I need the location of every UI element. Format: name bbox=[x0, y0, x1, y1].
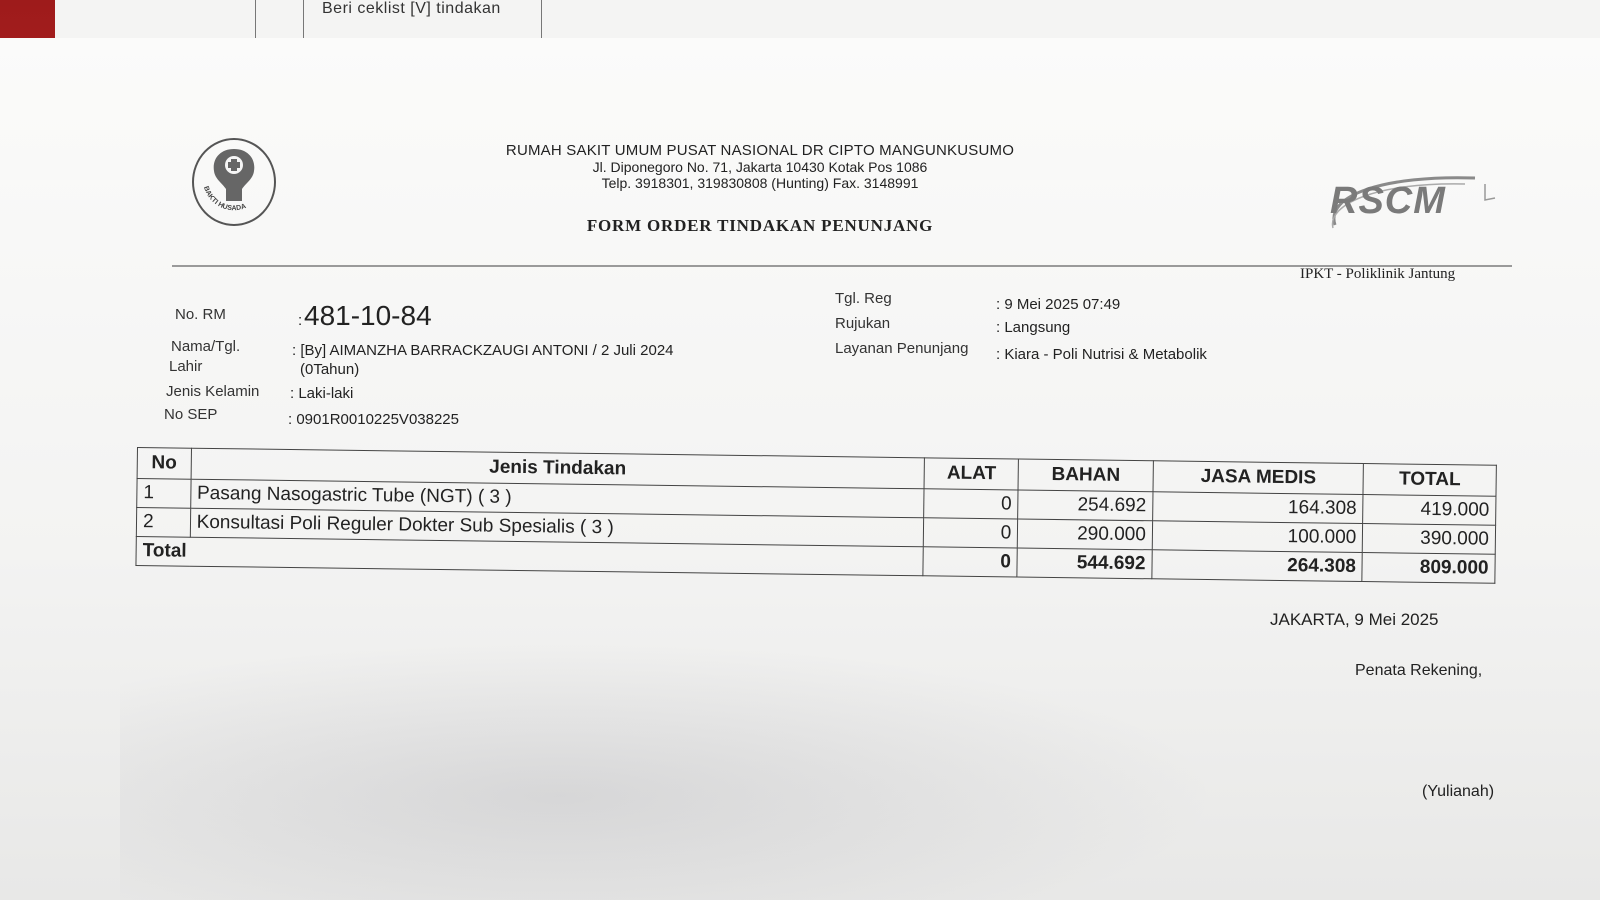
jenis-kelamin-value: : Laki-laki bbox=[290, 385, 354, 402]
layanan-value: : Kiara - Poli Nutrisi & Metabolik bbox=[996, 346, 1207, 363]
no-sep-value: : 0901R0010225V038225 bbox=[288, 411, 459, 428]
row-no: 1 bbox=[137, 479, 191, 509]
hospital-name: RUMAH SAKIT UMUM PUSAT NASIONAL DR CIPTO MANGUNKUSUMO bbox=[505, 142, 1015, 159]
rujukan-label: Rujukan bbox=[835, 315, 891, 332]
jenis-kelamin-label: Jenis Kelamin bbox=[166, 383, 260, 400]
total-alat: 0 bbox=[923, 547, 1017, 577]
row-jenis: Pasang Nasogastric Tube (NGT) ( 3 ) bbox=[190, 479, 924, 518]
form-title: FORM ORDER TINDAKAN PENUNJANG bbox=[586, 216, 934, 235]
rujukan-value: : Langsung bbox=[996, 319, 1071, 336]
signer-role: Penata Rekening, bbox=[1355, 662, 1483, 679]
hospital-phone: Telp. 3918301, 319830808 (Hunting) Fax. 3148991 bbox=[601, 175, 919, 191]
place-date: JAKARTA, 9 Mei 2025 bbox=[1270, 610, 1439, 629]
rscm-logo: RSCM bbox=[1330, 180, 1446, 222]
total-total: 809.000 bbox=[1362, 553, 1495, 584]
underlying-sheet-line bbox=[255, 0, 256, 38]
lahir-label: Lahir bbox=[169, 358, 203, 375]
nama-label: Nama/Tgl. bbox=[171, 338, 241, 355]
total-bahan: 544.692 bbox=[1017, 548, 1152, 579]
hospital-address: Jl. Diponegoro No. 71, Jakarta 10430 Kotak Pos 1086 bbox=[592, 159, 928, 175]
hospital-header bbox=[450, 142, 1070, 191]
bakti-husada-logo-icon bbox=[190, 135, 278, 229]
seal-text: BAKTI HUSADA bbox=[201, 185, 248, 213]
header-alat: ALAT bbox=[924, 458, 1018, 490]
row-bahan: 254.692 bbox=[1018, 490, 1153, 521]
nama-value: : [By] AIMANZHA BARRACKZAUGI ANTONI / 2 Juli 2024 bbox=[292, 342, 674, 359]
row-no: 2 bbox=[136, 508, 190, 538]
row-total: 390.000 bbox=[1363, 524, 1496, 555]
header-total: TOTAL bbox=[1363, 464, 1496, 497]
umur-value: (0Tahun) bbox=[300, 361, 360, 378]
row-total: 419.000 bbox=[1363, 495, 1496, 526]
header-no: No bbox=[137, 448, 191, 480]
layanan-label: Layanan Penunjang bbox=[835, 340, 969, 357]
unit-name: IPKT - Poliklinik Jantung bbox=[1300, 266, 1456, 282]
total-jasa: 264.308 bbox=[1152, 550, 1363, 582]
no-sep-label: No SEP bbox=[164, 406, 218, 423]
row-bahan: 290.000 bbox=[1018, 519, 1153, 550]
underlying-sheet bbox=[55, 0, 1600, 41]
row-alat: 0 bbox=[924, 489, 1018, 519]
row-alat: 0 bbox=[924, 518, 1018, 548]
underlying-sheet-text: Beri ceklist [V] tindakan bbox=[322, 0, 501, 17]
header-bahan: BAHAN bbox=[1018, 459, 1153, 492]
header-jasa-medis: JASA MEDIS bbox=[1153, 461, 1364, 495]
no-rm-label: No. RM bbox=[175, 306, 226, 323]
no-rm-colon: : bbox=[298, 312, 303, 329]
header-jenis-tindakan: Jenis Tindakan bbox=[191, 448, 925, 489]
underlying-sheet-line bbox=[541, 0, 542, 38]
order-table bbox=[135, 447, 1496, 584]
tgl-reg-label: Tgl. Reg bbox=[835, 290, 892, 307]
underlying-sheet-line bbox=[303, 0, 304, 38]
row-jasa: 164.308 bbox=[1153, 492, 1364, 524]
tgl-reg-value: : 9 Mei 2025 07:49 bbox=[996, 296, 1121, 313]
total-label: Total bbox=[136, 536, 924, 575]
signer-name: (Yulianah) bbox=[1422, 783, 1495, 800]
row-jasa: 100.000 bbox=[1152, 521, 1363, 553]
no-rm-value: 481-10-84 bbox=[304, 300, 432, 331]
row-jenis: Konsultasi Poli Reguler Dokter Sub Spesialis ( 3 ) bbox=[190, 508, 924, 547]
